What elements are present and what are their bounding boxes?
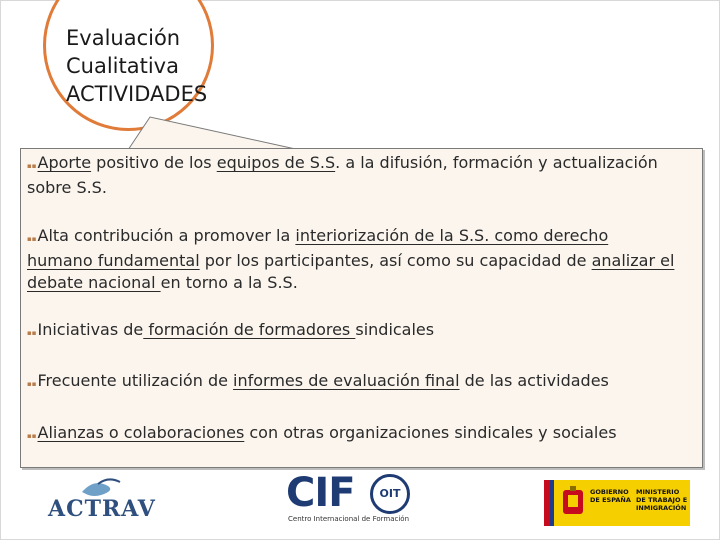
bullet-text-segment: con otras organizaciones sindicales y sociales: [244, 423, 617, 442]
ministerio-label: MINISTERIO DE TRABAJO E INMIGRACIÓN: [636, 488, 688, 512]
bullet-icon: ▪▪: [27, 329, 37, 337]
bullet-text-segment: Alianzas o colaboraciones: [37, 423, 245, 442]
coat-of-arms-icon: [560, 486, 586, 520]
bullet-item: [27, 152, 677, 199]
bullet-icon: ▪▪: [27, 432, 37, 440]
oit-seal: OIT: [370, 474, 410, 514]
bullet-text-segment: por los participantes, así como su capacidad de: [199, 251, 592, 270]
bullet-icon: ▪▪: [27, 162, 37, 170]
bullet-text-segment: sindicales: [355, 320, 435, 339]
gobierno-label: GOBIERNO DE ESPAÑA: [590, 488, 631, 504]
actrav-wordmark: ACTRAV: [48, 496, 156, 522]
flag-stripe-blue: [550, 480, 554, 526]
bullet-item: [27, 319, 677, 344]
bullet-item: [27, 225, 677, 294]
bullet-text-segment: equipos de S.S: [216, 153, 336, 172]
bullet-text-segment: Aporte: [37, 153, 92, 172]
bullet-item: [27, 370, 677, 395]
title-line-2: Cualitativa: [66, 54, 179, 78]
gobierno-logo: [544, 480, 690, 526]
bullet-item: [27, 422, 677, 447]
cif-wordmark: CIF: [286, 470, 355, 516]
bullet-text-segment: en torno a la S.S.: [160, 273, 298, 292]
bullet-text-segment: Frecuente utilización de: [37, 371, 234, 390]
slide-title: [66, 24, 207, 108]
actrav-logo: [42, 474, 156, 524]
bullet-text-segment: Iniciativas de: [37, 320, 144, 339]
bullet-icon: ▪▪: [27, 380, 37, 388]
bullet-icon: ▪▪: [27, 235, 37, 243]
bullet-text-segment: . a la difusión, formación y actualización sobre S.S.: [27, 153, 658, 197]
bullet-text-segment: de las actividades: [459, 371, 609, 390]
cif-logo: [284, 470, 414, 530]
bullet-text-segment: analizar el debate nacional: [27, 251, 675, 292]
bullet-text-segment: interiorización de la S.S. como derecho humano fundamental: [27, 226, 609, 270]
bullet-text-segment: positivo de los: [91, 153, 217, 172]
title-line-1: Evaluación: [66, 26, 181, 50]
bullet-text-segment: informes de evaluación final: [233, 371, 460, 390]
title-line-3: ACTIVIDADES: [66, 82, 208, 106]
bullet-text-segment: Alta contribución a promover la: [37, 226, 296, 245]
bullet-text-segment: formación de formadores: [143, 320, 356, 339]
cif-subtitle: Centro Internacional de Formación: [288, 515, 410, 523]
